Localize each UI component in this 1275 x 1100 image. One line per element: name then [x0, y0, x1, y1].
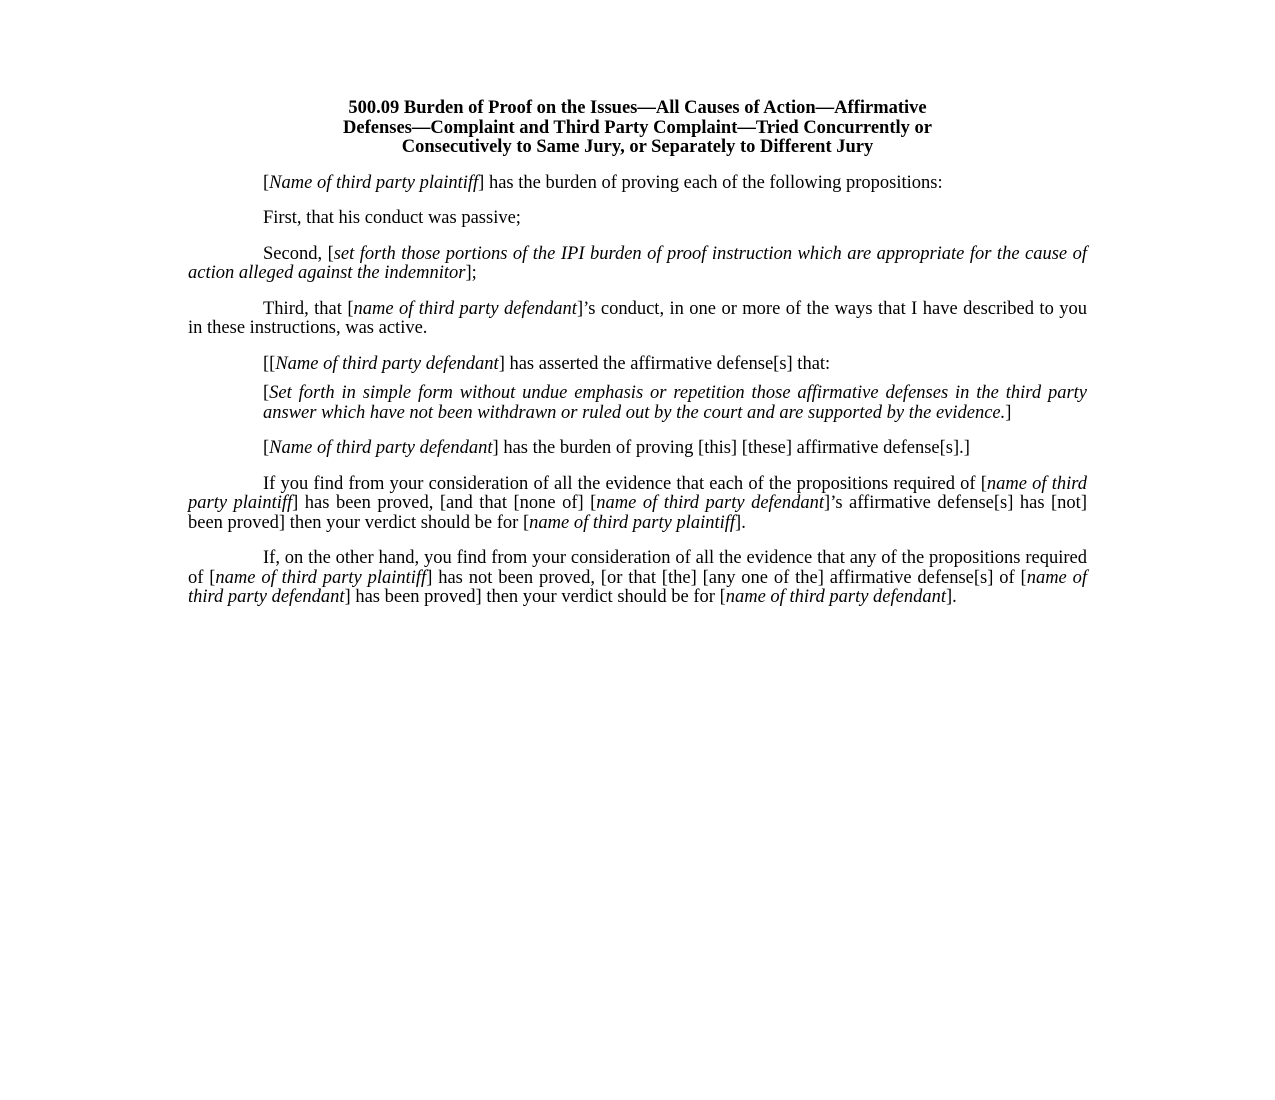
italic-placeholder: name of third party plaintiff: [215, 567, 427, 588]
text-segment: Second, [: [263, 243, 334, 264]
title-line-3: Consecutively to Same Jury, or Separately to Different Jury: [401, 137, 874, 157]
text-segment: ]: [1005, 402, 1012, 423]
italic-placeholder: name of third party defendant: [725, 587, 946, 607]
text-segment: ]’s conduct, in one or more of the ways that I have described to you in these instructions, was active.: [188, 298, 1087, 338]
text-segment: ]’s affirmative defense[s] has [not] been proved] then your verdict should be for [: [188, 493, 1087, 533]
text-segment: [: [263, 172, 270, 193]
title-line-2: Defenses—Complaint and Third Party Complaint—Tried Concurrently or: [343, 117, 932, 138]
text-segment: ] has been proved] then your verdict should be for [: [344, 587, 726, 607]
paragraph-second-proposition: [188, 245, 1087, 284]
text-segment: ] has asserted the affirmative defense[s] that:: [498, 353, 831, 374]
document-page: [188, 99, 1087, 624]
text-segment: [: [263, 438, 270, 458]
italic-placeholder: Name of third party defendant: [275, 353, 499, 374]
text-segment: ] has not been proved, [or that [the] [any one of the] affirmative defense[s] of [: [426, 567, 1027, 588]
text-segment: ];: [465, 263, 477, 283]
italic-placeholder: Name of third party plaintiff: [269, 172, 479, 193]
italic-placeholder: name of third party plaintiff: [188, 473, 1087, 513]
instruction-title: [188, 99, 1087, 158]
italic-placeholder: name of third party plaintiff: [529, 512, 736, 533]
text-segment: ] has the burden of proving [this] [these] affirmative defense[s].]: [492, 438, 970, 458]
italic-placeholder: Name of third party defendant: [269, 438, 493, 458]
text-segment: First, that his conduct was passive;: [263, 208, 521, 228]
paragraph-first-proposition: [188, 209, 1087, 229]
italic-placeholder: set forth those portions of the IPI burden of proof instruction which are appropriate for the cause of action alleged against the indemnitor: [188, 243, 1087, 283]
paragraph-affirmative-defense-assertion: [188, 355, 1087, 375]
paragraph-defense-burden: [188, 439, 1087, 459]
paragraph-third-proposition: [188, 300, 1087, 339]
paragraph-verdict-plaintiff: [188, 475, 1087, 534]
text-segment: ].: [735, 512, 746, 533]
text-segment: [: [263, 383, 270, 403]
text-segment: ] has been proved, [and that [none of] [: [292, 493, 597, 513]
text-segment: ] has the burden of proving each of the following propositions:: [478, 172, 943, 193]
text-segment: [[: [263, 353, 276, 374]
text-segment: If, on the other hand, you find from your consideration of all the evidence that any of the propositions required of [: [188, 548, 1087, 588]
italic-placeholder: Set forth in simple form without undue emphasis or repetition those affirmative defenses in the third party answer which have not been withdrawn or ruled out by the court and are supported by the evidence.: [263, 383, 1087, 423]
paragraph-verdict-defendant: [188, 549, 1087, 608]
text-segment: Third, that [: [263, 298, 354, 319]
paragraph-burden-intro: [188, 174, 1087, 194]
title-line-1: 500.09 Burden of Proof on the Issues—All Causes of Action—Affirmative: [348, 98, 927, 118]
paragraph-affirmative-defense-block: [263, 384, 1087, 423]
text-segment: If you find from your consideration of all the evidence that each of the propositions required of [: [263, 473, 987, 494]
text-segment: ].: [946, 587, 957, 607]
italic-placeholder: name of third party defendant: [188, 567, 1087, 607]
italic-placeholder: name of third party defendant: [596, 493, 825, 513]
italic-placeholder: name of third party defendant: [353, 298, 577, 319]
